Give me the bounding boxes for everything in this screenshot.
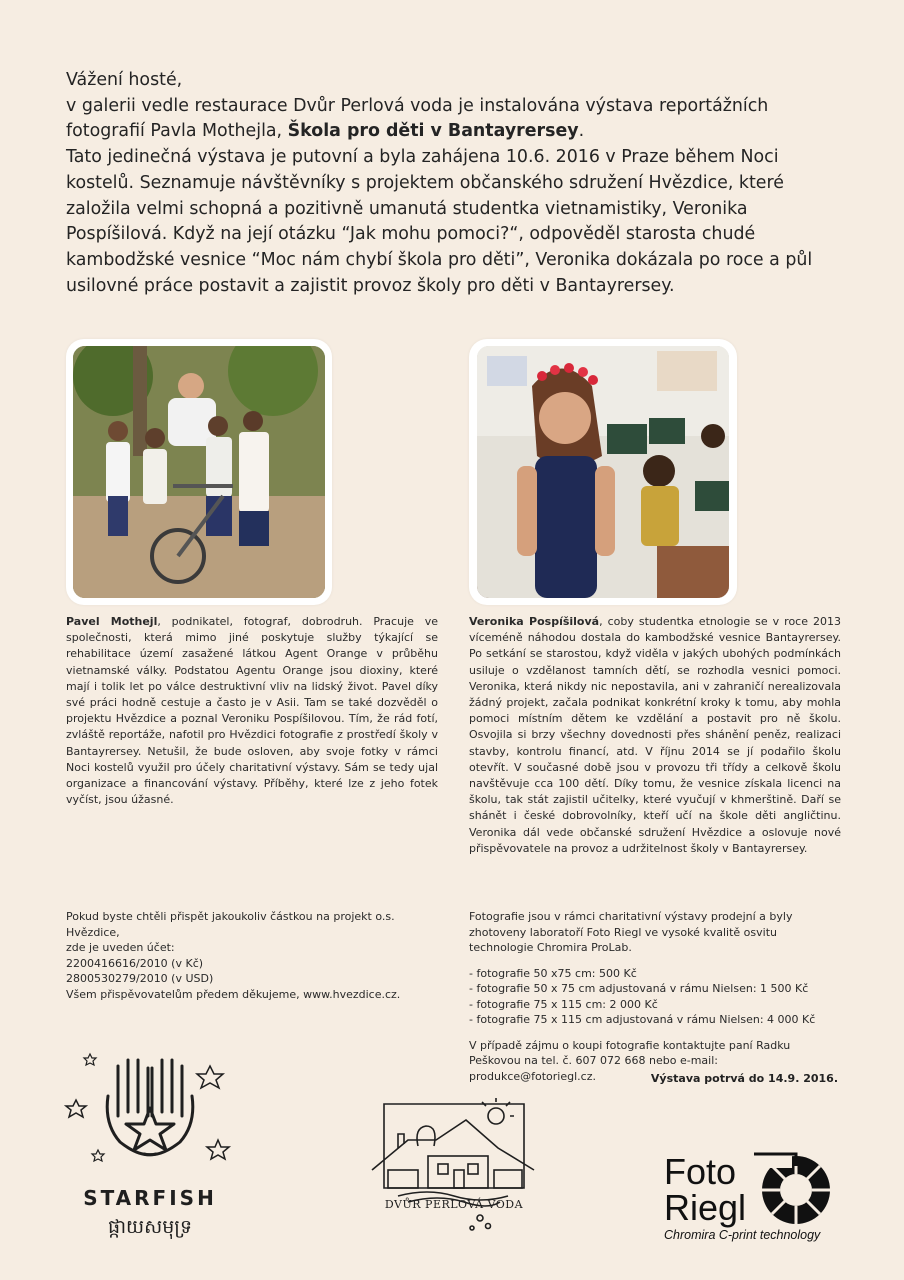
greeting: Vážení hosté, xyxy=(66,70,183,90)
photo-illustration-left xyxy=(73,346,325,598)
farmhouse-icon xyxy=(368,1096,540,1232)
starfish-logo xyxy=(60,1046,240,1184)
price-item: - fotografie 75 x 115 cm: 2 000 Kč xyxy=(469,997,658,1011)
sale-contact: V případě zájmu o koupi fotografie kontaktujte paní Radku Peškovou na tel. č. 607 072 668 nebo e-mail: produkce@fotoriegl.cz. xyxy=(469,1038,791,1083)
exhibition-title: Škola pro děti v Bantayrersey xyxy=(287,121,579,142)
foto-riegl-word-riegl: Riegl xyxy=(664,1187,747,1228)
photo-illustration-right xyxy=(477,346,729,598)
bio-veronika-text: , coby studentka etnologie se v roce 2013 víceméně náhodou dostala do kambodžské vesnice Bantayrersey. Po setkání se starostou, když viděla v jakých ubohých podmínkách usiluje o vzdělanost tamních dětí, se rozhodla vesnici pomoci. Veronika, která nikdy nic nepostavila, ani v zahraničí nerealizovala žádný projekt, začala podnikat konkrétní kroky k tomu, aby mohla pomoci místním dětem ke vzdělání a postavit pro ně školu. Osvojila si brzy všechny dovednosti přes shánění peněz, realizaci stavby, kontrolu financí, atd. V říjnu 2014 se jí podařilo školu otevřít. V současné době jsou v provozu tři třídy a celkově školu navštěvuje cca 100 dětí. Díky tomu, že vesnice získala licenci na školu, tak stát zajistil učitelky, které vyučují v khmerštině. Daří se shánět i české dobrovolníky, kteří učí na škole děti angličtinu. Veronika dál vede občanské sdružení Hvězdice a oslovuje nové přispěvovatele na provoz a udržitelnost školy v Bantayrersey. xyxy=(469,615,841,855)
dvur-perlova-voda-logo xyxy=(368,1096,540,1232)
sale-info xyxy=(469,909,844,1084)
sale-intro: Fotografie jsou v rámci charitativní výstavy prodejní a byly zhotoveny laboratoří Foto Riegl ve vysoké kvalitě osvitu technologie Chromira ProLab. xyxy=(469,910,793,954)
price-item: - fotografie 50 x75 cm: 500 Kč xyxy=(469,966,637,980)
photo-frame-left xyxy=(66,339,332,605)
bio-veronika-pospisilova xyxy=(469,614,841,857)
photo-frame-right xyxy=(469,339,737,605)
donation-line1: Pokud byste chtěli přispět jakoukoliv částkou na projekt o.s. Hvězdice, xyxy=(66,910,395,939)
starfish-khmer-title: ផ្កាយសមុទ្រ xyxy=(107,1216,193,1238)
price-item: - fotografie 50 x 75 cm adjustovaná v rámu Nielsen: 1 500 Kč xyxy=(469,982,809,995)
starfish-hands-icon xyxy=(60,1046,240,1184)
starfish-title: STARFISH xyxy=(83,1186,217,1210)
intro-paragraph: Tato jedinečná výstava je putovní a byla zahájena 10.6. 2016 v Praze během Noci kostelů. Seznamuje návštěvníky s projektem občanského sdružení Hvězdice, které založila velmi schopná a pozitivně umanutá studentka vietnamistiky, Veronika Pospíšilová. Když na její otázku “Jak mohu pomoci?“, odpověděl starosta chudé kambodžské vesnice “Moc nám chybí škola pro děti”, Veronika dokázala po roce a půl usilovné práce postavit a zajistit provoz školy pro děti v Bantayrersey. xyxy=(66,147,813,296)
foto-riegl-tagline: Chromira C-print technology xyxy=(664,1228,821,1242)
price-item: - fotografie 75 x 115 cm adjustovaná v rámu Nielsen: 4 000 Kč xyxy=(469,1013,816,1026)
photo-veronika-in-classroom xyxy=(477,346,729,598)
price-list xyxy=(469,966,844,1028)
account-czk: 2200416616/2010 (v Kč) xyxy=(66,956,204,970)
bio-pavel-mothejl xyxy=(66,614,438,808)
camera-aperture-icon xyxy=(752,1152,836,1228)
exhibition-end-date: Výstava potrvá do 14.9. 2016. xyxy=(650,1072,838,1085)
bio-veronika-name: Veronika Pospíšilová xyxy=(469,615,600,628)
photo-pavel-with-children xyxy=(73,346,325,598)
intro-text xyxy=(66,68,842,299)
bio-pavel-name: Pavel Mothejl xyxy=(66,615,158,628)
donation-info xyxy=(66,909,446,1002)
bio-pavel-text: , podnikatel, fotograf, dobrodruh. Pracuje ve společnosti, která mimo jiné poskytuje služby týkající se rehabilitace území zasažené látkou Agent Orange v průběhu vietnamské války. Podstatou Agentu Orange jsou dioxiny, které mají i tolik let po válce destruktivní vliv na lidský život. Pavel díky své práci hodně cestuje a často je v Asii. Tam se také dozvěděl o projektu Hvězdice a poznal Veroniku Pospíšilovou. Tím, že rád fotí, zvláště reportáže, nafotil pro Hvězdici fotografie z prostředí školy v Bantayrersey. Netušil, že bude osloven, aby svoje fotky v rámci Noci kostelů využil pro účely charitativní výstavy. Sám se tedy ujal organizace a financování výstavy. Příběhy, které lze z jeho fotek vyčíst, jsou úžasné. xyxy=(66,615,439,807)
foto-riegl-word-foto: Foto xyxy=(664,1151,737,1192)
donation-thanks: Všem přispěvovatelům předem děkujeme, www.hvezdice.cz. xyxy=(66,987,401,1001)
dvur-perlova-voda-label: DVŮR PERLOVÁ VODA xyxy=(384,1198,524,1211)
donation-line2: zde je uveden účet: xyxy=(66,941,175,954)
account-usd: 2800530279/2010 (v USD) xyxy=(66,972,214,985)
foto-riegl-aperture-logo xyxy=(752,1152,836,1228)
intro-line2: v galerii vedle restaurace Dvůr Perlová voda je instalována výstava reportážních fotografií Pavla Mothejla, Škola pro děti v Bantayrersey. xyxy=(66,95,769,142)
